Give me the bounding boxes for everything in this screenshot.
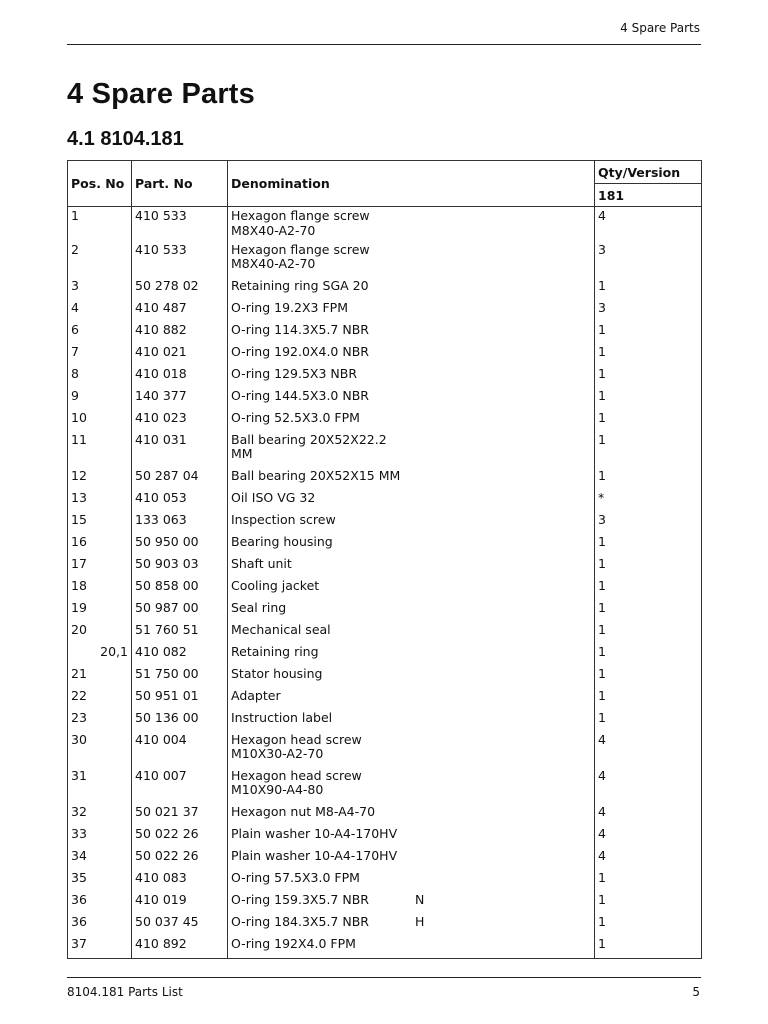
denomination-wrap <box>231 579 591 594</box>
denomination-wrap <box>231 849 591 864</box>
denomination-line: O-ring 144.5X3.0 NBR <box>231 387 369 403</box>
denomination-wrap <box>231 557 591 572</box>
pos-no-cell: 13 <box>68 491 132 513</box>
denomination-line: Ball bearing 20X52X15 MM <box>231 467 401 483</box>
table-row <box>68 689 702 711</box>
qty-cell: 1 <box>595 367 702 389</box>
pos-no-cell: 3 <box>68 279 132 301</box>
denomination-line: Hexagon head screw <box>231 767 362 783</box>
footer-doc-title: 8104.181 Parts List <box>67 985 183 999</box>
denomination-text <box>231 645 411 660</box>
part-no-cell: 133 063 <box>132 513 228 535</box>
pos-no-cell: 19 <box>68 601 132 623</box>
pos-no-cell: 16 <box>68 535 132 557</box>
qty-cell: 1 <box>595 667 702 689</box>
table-row <box>68 711 702 733</box>
table-row <box>68 893 702 915</box>
denomination-cell <box>228 601 595 623</box>
denomination-wrap <box>231 645 591 660</box>
denomination-line: Hexagon flange screw <box>231 208 370 223</box>
denomination-cell <box>228 689 595 711</box>
denomination-cell <box>228 827 595 849</box>
qty-cell: 1 <box>595 871 702 893</box>
footer-rule <box>67 977 701 978</box>
denomination-text <box>231 301 411 316</box>
pos-no-cell: 17 <box>68 557 132 579</box>
denomination-wrap <box>231 209 591 238</box>
pos-no-cell: 31 <box>68 769 132 805</box>
denomination-cell <box>228 871 595 893</box>
denomination-cell <box>228 557 595 579</box>
table-row <box>68 579 702 601</box>
pos-no-cell: 32 <box>68 805 132 827</box>
denomination-line: Hexagon nut M8-A4-70 <box>231 803 376 819</box>
denomination-line: Plain washer 10-A4-170HV <box>231 825 398 841</box>
denomination-cell <box>228 243 595 279</box>
denomination-line: Inspection screw <box>231 511 336 527</box>
denomination-cell <box>228 623 595 645</box>
qty-cell: 1 <box>595 389 702 411</box>
denomination-text <box>231 915 411 930</box>
part-no-cell: 50 858 00 <box>132 579 228 601</box>
denomination-cell <box>228 937 595 959</box>
qty-cell: 1 <box>595 411 702 433</box>
part-no-cell: 410 083 <box>132 871 228 893</box>
denomination-cell <box>228 491 595 513</box>
pos-no-cell: 12 <box>68 469 132 491</box>
denomination-line: Instruction label <box>231 709 333 725</box>
denomination-text <box>231 805 411 820</box>
denomination-text <box>231 389 411 404</box>
denomination-line-2: M8X40-A2-70 <box>231 256 316 271</box>
table-row <box>68 301 702 323</box>
qty-cell: 1 <box>595 557 702 579</box>
pos-no-cell: 20,1 <box>68 645 132 667</box>
denomination-cell <box>228 389 595 411</box>
denomination-text <box>231 601 411 616</box>
denomination-wrap <box>231 711 591 726</box>
part-no-cell: 50 022 26 <box>132 849 228 871</box>
variant-flag: N <box>415 891 425 907</box>
part-no-cell: 410 882 <box>132 323 228 345</box>
part-no-cell: 50 987 00 <box>132 601 228 623</box>
denomination-cell <box>228 433 595 469</box>
part-no-cell: 410 031 <box>132 433 228 469</box>
denomination-cell <box>228 893 595 915</box>
pos-no-cell: 2 <box>68 243 132 279</box>
section-title: 4.1 8104.181 <box>67 128 184 150</box>
denomination-text <box>231 689 411 704</box>
part-no-cell: 410 007 <box>132 769 228 805</box>
denomination-wrap <box>231 733 591 762</box>
pos-no-cell: 7 <box>68 345 132 367</box>
qty-cell: 4 <box>595 207 702 243</box>
denomination-text <box>231 491 411 506</box>
pos-no-cell: 1 <box>68 207 132 243</box>
qty-cell: 1 <box>595 711 702 733</box>
denomination-wrap <box>231 323 591 338</box>
denomination-cell <box>228 805 595 827</box>
qty-cell: 1 <box>595 279 702 301</box>
denomination-text <box>231 411 411 426</box>
denomination-cell <box>228 207 595 243</box>
part-no-cell: 50 287 04 <box>132 469 228 491</box>
table-row <box>68 207 702 243</box>
denomination-cell <box>228 367 595 389</box>
pos-no-cell: 37 <box>68 937 132 959</box>
qty-cell: 1 <box>595 893 702 915</box>
pos-no-cell: 22 <box>68 689 132 711</box>
denomination-line: O-ring 114.3X5.7 NBR <box>231 321 369 337</box>
denomination-cell <box>228 513 595 535</box>
part-no-cell: 410 533 <box>132 243 228 279</box>
pos-no-cell: 20 <box>68 623 132 645</box>
denomination-line-2: M10X90-A4-80 <box>231 782 324 797</box>
qty-cell: 4 <box>595 769 702 805</box>
denomination-line: Hexagon head screw <box>231 731 362 747</box>
denomination-text <box>231 433 411 462</box>
denomination-wrap <box>231 689 591 704</box>
part-no-cell: 140 377 <box>132 389 228 411</box>
table-row <box>68 937 702 959</box>
part-no-cell: 410 487 <box>132 301 228 323</box>
denomination-text <box>231 469 411 484</box>
pos-no-cell: 21 <box>68 667 132 689</box>
denomination-line: O-ring 57.5X3.0 FPM <box>231 869 360 885</box>
header-denomination: Denomination <box>228 161 595 207</box>
denomination-line: O-ring 52.5X3.0 FPM <box>231 409 360 425</box>
table-row <box>68 733 702 769</box>
pos-no-cell: 8 <box>68 367 132 389</box>
part-no-cell: 50 021 37 <box>132 805 228 827</box>
part-no-cell: 50 037 45 <box>132 915 228 937</box>
denomination-cell <box>228 733 595 769</box>
denomination-wrap <box>231 433 591 462</box>
pos-no-cell: 36 <box>68 893 132 915</box>
part-no-cell: 410 004 <box>132 733 228 769</box>
qty-cell: 1 <box>595 645 702 667</box>
pos-no-cell: 33 <box>68 827 132 849</box>
denomination-line: Stator housing <box>231 665 323 681</box>
pos-no-cell: 11 <box>68 433 132 469</box>
denomination-cell <box>228 645 595 667</box>
denomination-line: Retaining ring <box>231 643 319 659</box>
chapter-title: 4 Spare Parts <box>67 78 255 110</box>
denomination-line: Retaining ring SGA 20 <box>231 277 369 293</box>
page-number: 5 <box>692 985 700 999</box>
denomination-wrap <box>231 389 591 404</box>
header-rule <box>67 44 701 45</box>
denomination-line: O-ring 19.2X3 FPM <box>231 299 348 315</box>
qty-cell: 3 <box>595 301 702 323</box>
table-row <box>68 827 702 849</box>
qty-cell: 3 <box>595 513 702 535</box>
header-part-no: Part. No <box>132 161 228 207</box>
denomination-text <box>231 667 411 682</box>
denomination-line: Ball bearing 20X52X22.2 <box>231 431 387 447</box>
denomination-cell <box>228 769 595 805</box>
part-no-cell: 410 019 <box>132 893 228 915</box>
qty-cell: 1 <box>595 937 702 959</box>
qty-cell: 1 <box>595 323 702 345</box>
table-row <box>68 601 702 623</box>
table-row <box>68 769 702 805</box>
denomination-wrap <box>231 769 591 798</box>
denomination-text <box>231 849 411 864</box>
part-no-cell: 410 018 <box>132 367 228 389</box>
denomination-text <box>231 579 411 594</box>
table-row <box>68 411 702 433</box>
denomination-line-2: M10X30-A2-70 <box>231 746 324 761</box>
qty-cell: 1 <box>595 601 702 623</box>
table-row <box>68 469 702 491</box>
denomination-cell <box>228 535 595 557</box>
denomination-line: O-ring 192X4.0 FPM <box>231 935 356 951</box>
denomination-line: Cooling jacket <box>231 577 320 593</box>
denomination-cell <box>228 849 595 871</box>
denomination-line: Plain washer 10-A4-170HV <box>231 847 398 863</box>
pos-no-cell: 4 <box>68 301 132 323</box>
header-pos-no: Pos. No <box>68 161 132 207</box>
pos-no-cell: 10 <box>68 411 132 433</box>
denomination-text <box>231 827 411 842</box>
denomination-wrap <box>231 513 591 528</box>
parts-table-body <box>68 207 702 959</box>
denomination-line: O-ring 192.0X4.0 NBR <box>231 343 369 359</box>
denomination-line: Bearing housing <box>231 533 333 549</box>
table-row <box>68 849 702 871</box>
table-row <box>68 915 702 937</box>
part-no-cell: 410 023 <box>132 411 228 433</box>
denomination-wrap <box>231 469 591 484</box>
header-qty-version: Qty/Version <box>595 161 702 184</box>
table-row <box>68 491 702 513</box>
denomination-cell <box>228 915 595 937</box>
denomination-text <box>231 937 411 952</box>
part-no-cell: 51 760 51 <box>132 623 228 645</box>
pos-no-cell: 23 <box>68 711 132 733</box>
denomination-line: Oil ISO VG 32 <box>231 489 316 505</box>
qty-cell: 1 <box>595 433 702 469</box>
denomination-cell <box>228 323 595 345</box>
denomination-line: Mechanical seal <box>231 621 331 637</box>
part-no-cell: 410 021 <box>132 345 228 367</box>
pos-no-cell: 15 <box>68 513 132 535</box>
denomination-wrap <box>231 937 591 952</box>
part-no-cell: 410 892 <box>132 937 228 959</box>
denomination-line: Seal ring <box>231 599 287 615</box>
table-row <box>68 389 702 411</box>
denomination-text <box>231 323 411 338</box>
pos-no-cell: 18 <box>68 579 132 601</box>
denomination-text <box>231 871 411 886</box>
denomination-wrap <box>231 301 591 316</box>
denomination-cell <box>228 301 595 323</box>
denomination-text <box>231 711 411 726</box>
part-no-cell: 51 750 00 <box>132 667 228 689</box>
denomination-wrap <box>231 243 591 272</box>
pos-no-cell: 35 <box>68 871 132 893</box>
denomination-line: O-ring 184.3X5.7 NBR <box>231 913 369 929</box>
running-header: 4 Spare Parts <box>620 21 700 35</box>
denomination-wrap <box>231 893 591 908</box>
denomination-text <box>231 279 411 294</box>
pos-no-cell: 30 <box>68 733 132 769</box>
denomination-text <box>231 557 411 572</box>
pos-no-cell: 6 <box>68 323 132 345</box>
denomination-wrap <box>231 491 591 506</box>
denomination-text <box>231 513 411 528</box>
denomination-line: O-ring 159.3X5.7 NBR <box>231 891 369 907</box>
table-row <box>68 667 702 689</box>
denomination-cell <box>228 345 595 367</box>
denomination-text <box>231 209 411 238</box>
qty-cell: 4 <box>595 849 702 871</box>
denomination-wrap <box>231 871 591 886</box>
denomination-wrap <box>231 805 591 820</box>
part-no-cell: 50 136 00 <box>132 711 228 733</box>
table-row <box>68 535 702 557</box>
denomination-wrap <box>231 601 591 616</box>
denomination-wrap <box>231 411 591 426</box>
pos-no-cell: 36 <box>68 915 132 937</box>
denomination-line: Hexagon flange screw <box>231 241 370 257</box>
qty-cell: 1 <box>595 579 702 601</box>
denomination-cell <box>228 469 595 491</box>
denomination-cell <box>228 411 595 433</box>
qty-cell: 3 <box>595 243 702 279</box>
denomination-cell <box>228 579 595 601</box>
part-no-cell: 50 950 00 <box>132 535 228 557</box>
denomination-text <box>231 535 411 550</box>
denomination-text <box>231 893 411 908</box>
table-row <box>68 243 702 279</box>
table-row <box>68 513 702 535</box>
denomination-text <box>231 367 411 382</box>
pos-no-cell: 9 <box>68 389 132 411</box>
qty-cell: 4 <box>595 733 702 769</box>
table-row <box>68 645 702 667</box>
denomination-wrap <box>231 345 591 360</box>
qty-cell: 1 <box>595 469 702 491</box>
table-row <box>68 323 702 345</box>
part-no-cell: 50 903 03 <box>132 557 228 579</box>
part-no-cell: 50 951 01 <box>132 689 228 711</box>
qty-cell: 4 <box>595 805 702 827</box>
denomination-line-2: MM <box>231 446 253 461</box>
denomination-wrap <box>231 915 591 930</box>
denomination-cell <box>228 667 595 689</box>
denomination-line: Adapter <box>231 687 281 703</box>
denomination-text <box>231 769 411 798</box>
table-row <box>68 345 702 367</box>
denomination-wrap <box>231 667 591 682</box>
parts-table <box>67 160 702 959</box>
denomination-text <box>231 243 411 272</box>
denomination-wrap <box>231 279 591 294</box>
part-no-cell: 410 082 <box>132 645 228 667</box>
qty-cell: 1 <box>595 915 702 937</box>
table-row <box>68 623 702 645</box>
variant-flag: H <box>415 913 425 929</box>
denomination-cell <box>228 711 595 733</box>
denomination-text <box>231 623 411 638</box>
table-row <box>68 805 702 827</box>
denomination-line: Shaft unit <box>231 555 292 571</box>
denomination-line: O-ring 129.5X3 NBR <box>231 365 358 381</box>
denomination-text <box>231 733 411 762</box>
table-row <box>68 279 702 301</box>
part-no-cell: 50 022 26 <box>132 827 228 849</box>
part-no-cell: 50 278 02 <box>132 279 228 301</box>
denomination-wrap <box>231 535 591 550</box>
qty-cell: 1 <box>595 345 702 367</box>
table-row <box>68 871 702 893</box>
denomination-cell <box>228 279 595 301</box>
qty-cell: 1 <box>595 535 702 557</box>
denomination-text <box>231 345 411 360</box>
denomination-wrap <box>231 623 591 638</box>
part-no-cell: 410 533 <box>132 207 228 243</box>
table-row <box>68 433 702 469</box>
qty-cell: 4 <box>595 827 702 849</box>
header-version-181: 181 <box>595 184 702 207</box>
qty-cell: * <box>595 491 702 513</box>
table-row <box>68 557 702 579</box>
denomination-line-2: M8X40-A2-70 <box>231 222 316 238</box>
denomination-wrap <box>231 367 591 382</box>
table-row <box>68 367 702 389</box>
qty-cell: 1 <box>595 623 702 645</box>
part-no-cell: 410 053 <box>132 491 228 513</box>
qty-cell: 1 <box>595 689 702 711</box>
pos-no-cell: 34 <box>68 849 132 871</box>
denomination-wrap <box>231 827 591 842</box>
